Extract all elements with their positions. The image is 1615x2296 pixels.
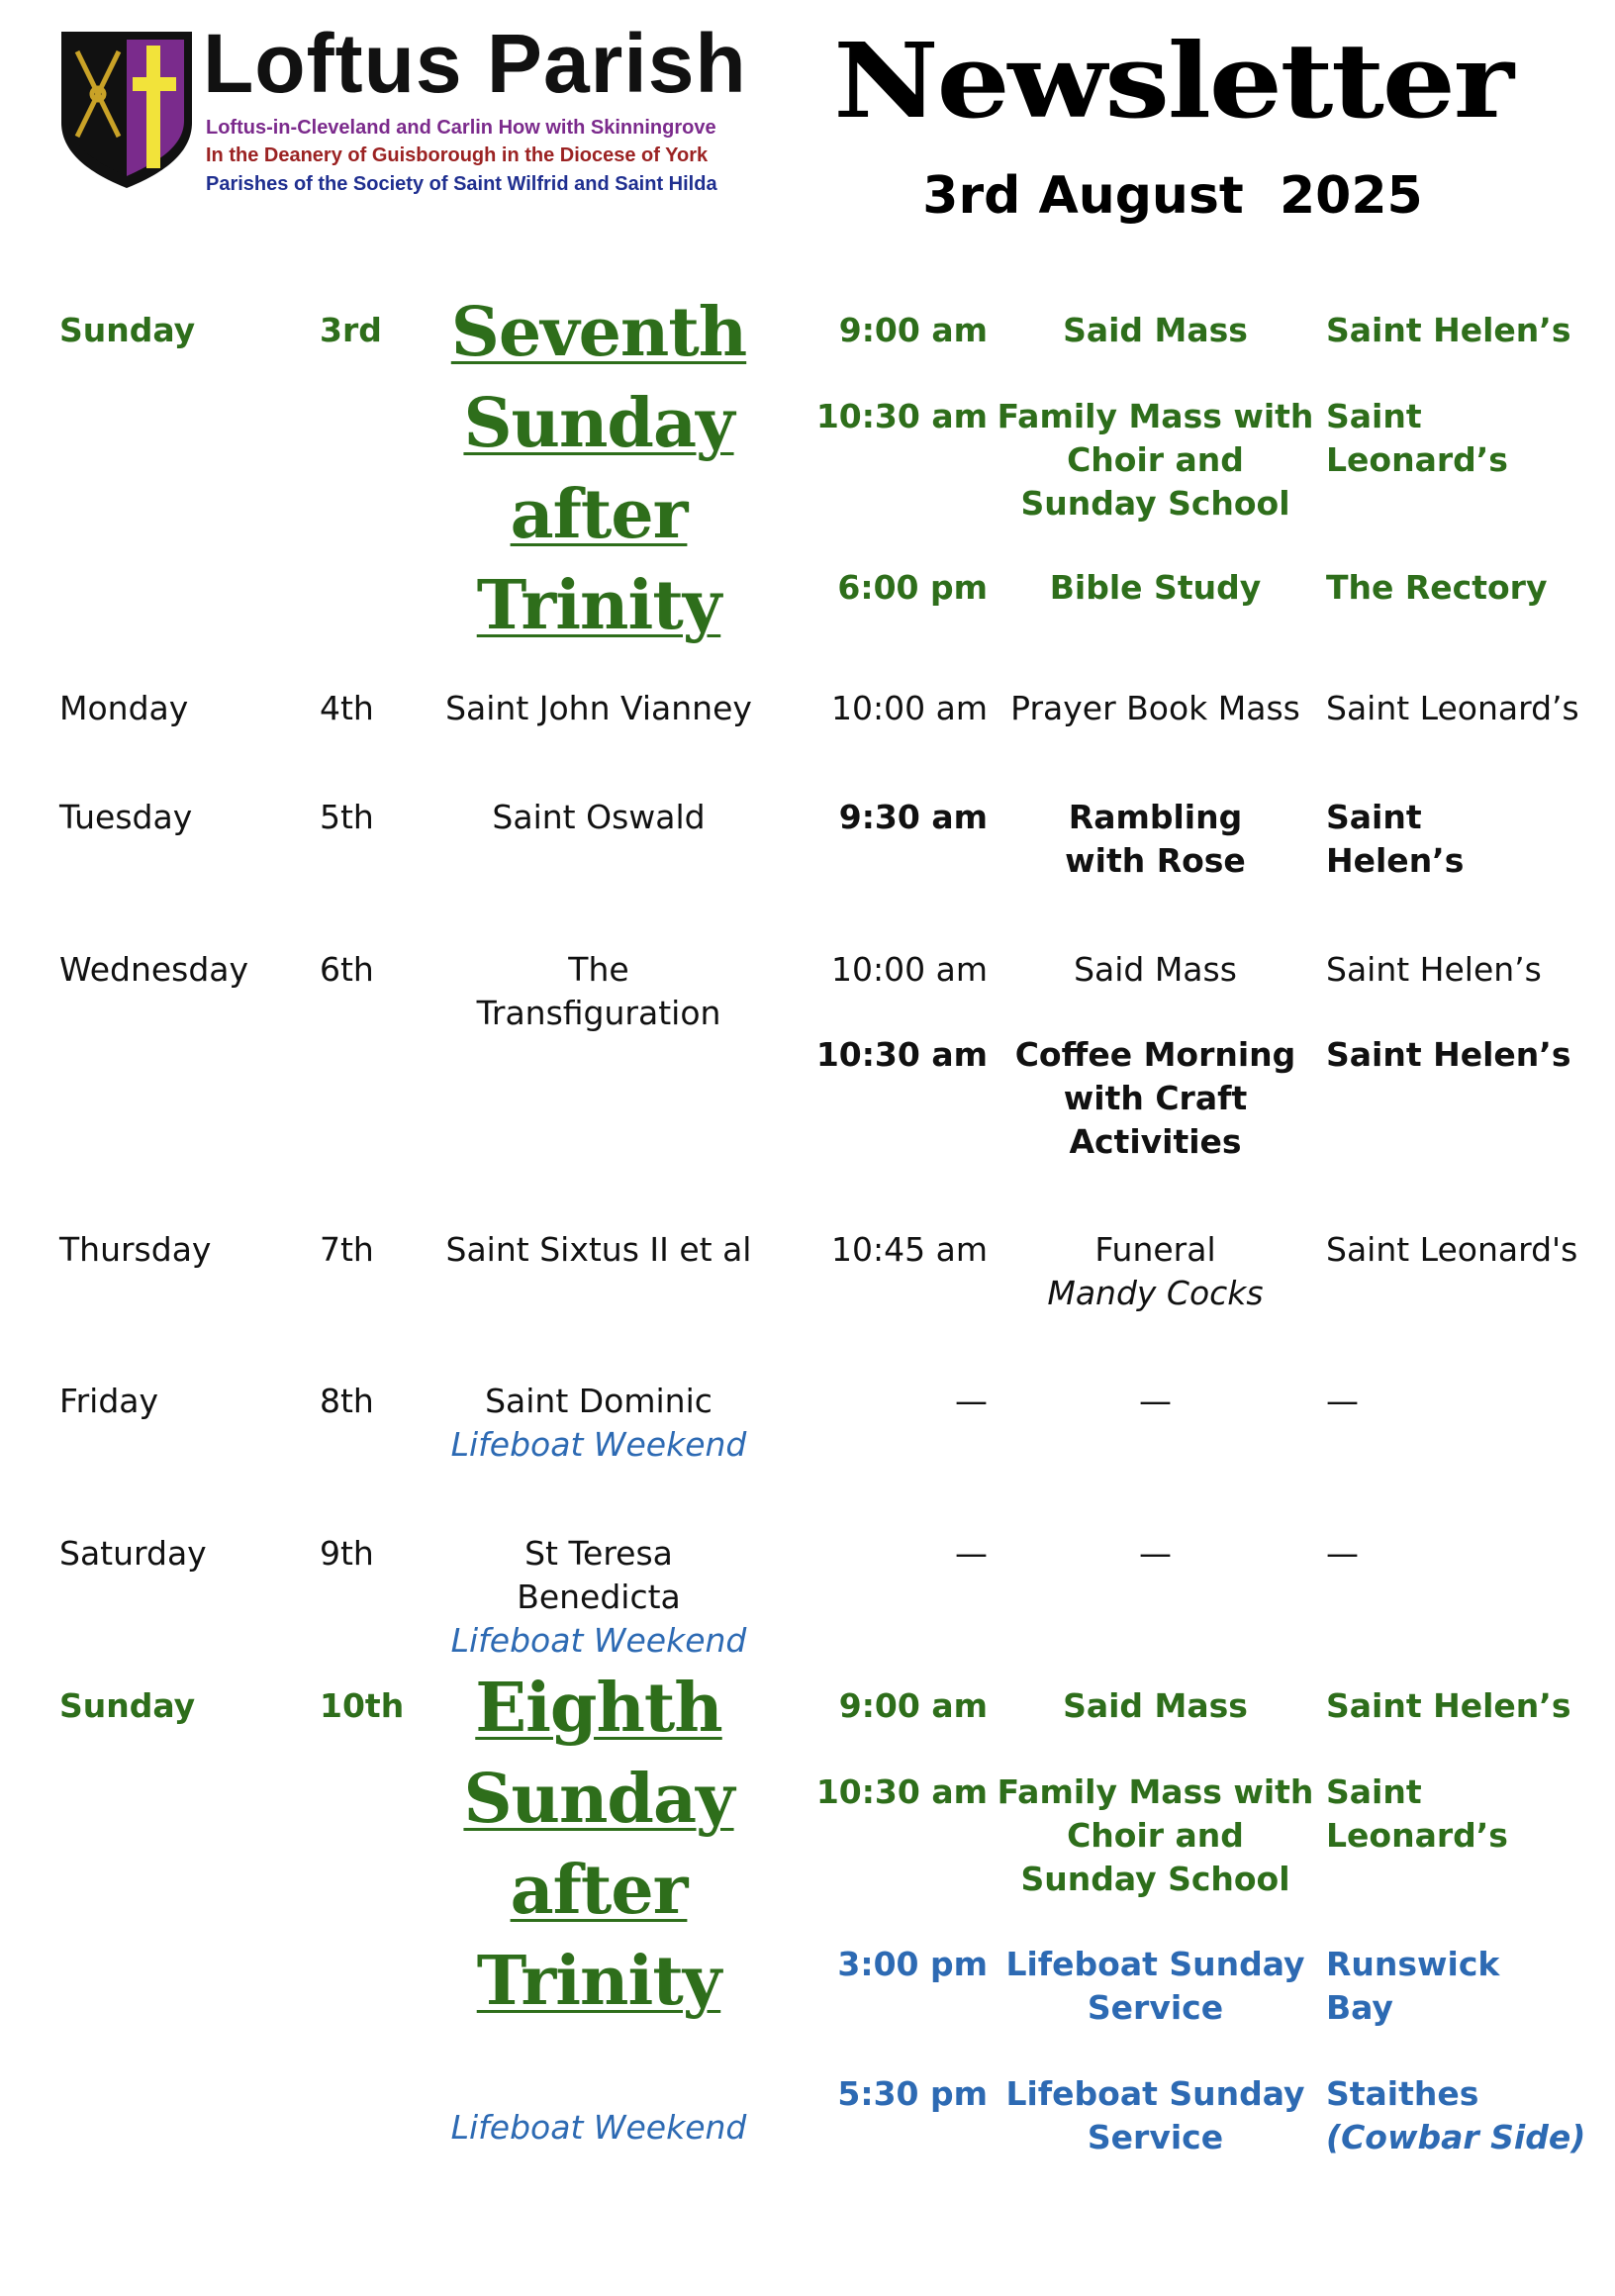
date-3rd: 3rd: [320, 311, 382, 349]
event-place: Saint Leonard's: [1326, 1230, 1578, 1269]
feast-name: [445, 1532, 752, 1663]
event-time: 10:45 am: [831, 1230, 988, 1269]
date-9th: 9th: [320, 1534, 374, 1573]
event-title-sub: Mandy Cocks: [1047, 1274, 1264, 1312]
parish-name: Loftus Parish: [203, 17, 747, 110]
event-place: Runswick Bay: [1326, 1945, 1500, 2027]
feast-word: Trinity: [476, 1942, 721, 2021]
day-tuesday: Tuesday: [59, 798, 193, 836]
parish-subtitle-line-2: In the Deanery of Guisborough in the Diocese of York: [206, 144, 709, 166]
feast-name: [445, 1380, 752, 1467]
day-wednesday: Wednesday: [59, 950, 249, 989]
feast-name: Saint Sixtus II et al: [445, 1230, 752, 1269]
event-time: —: [955, 1382, 988, 1420]
event-title: Family Mass with Choir and Sunday School: [997, 1772, 1314, 1898]
feast-name: The Transfiguration: [476, 950, 721, 1032]
feast-title: St Teresa Benedicta: [517, 1534, 681, 1616]
event-title: Coffee Morning with Craft Activities: [1014, 1035, 1296, 1161]
event-title-main: Funeral: [1094, 1230, 1216, 1269]
event-place: Saint Helen’s: [1326, 950, 1542, 989]
event-place: Saint Leonard’s: [1326, 397, 1508, 479]
date-5th: 5th: [320, 798, 374, 836]
event-title: Said Mass: [1063, 1686, 1248, 1725]
event-place: Saint Helen’s: [1326, 1686, 1571, 1725]
feast-word: Sunday: [463, 384, 734, 463]
event-title: Bible Study: [1049, 568, 1262, 607]
feast-word: Sunday: [463, 1760, 734, 1839]
event-title: Prayer Book Mass: [1010, 689, 1300, 727]
event-time: 9:30 am: [838, 798, 988, 836]
feast-name: Saint John Vianney: [445, 689, 752, 727]
feast-word: Trinity: [476, 566, 721, 645]
day-friday: Friday: [59, 1382, 159, 1420]
event-title: Family Mass with Choir and Sunday School: [997, 397, 1314, 523]
day-sunday-10: Sunday: [59, 1686, 196, 1725]
event-title: Lifeboat Sunday Service: [1005, 2074, 1305, 2156]
day-sunday-3: Sunday: [59, 311, 196, 349]
day-monday: Monday: [59, 689, 189, 727]
event-place: Saint Leonard’s: [1326, 1772, 1508, 1855]
event-place: [1326, 2072, 1613, 2159]
day-thursday: Thursday: [59, 1230, 212, 1269]
event-time: 10:00 am: [831, 689, 988, 727]
event-time: 10:30 am: [815, 1772, 988, 1811]
event-time: 6:00 pm: [837, 568, 988, 607]
feast-word: Seventh: [450, 293, 747, 372]
event-place: Saint Leonard’s: [1326, 689, 1579, 727]
date-4th: 4th: [320, 689, 374, 727]
event-title: Said Mass: [1063, 311, 1248, 349]
event-title: Rambling with Rose: [1065, 798, 1246, 880]
event-place: —: [1326, 1382, 1359, 1420]
date-10th: 10th: [320, 1686, 405, 1725]
event-title: Said Mass: [1074, 950, 1237, 989]
event-place: The Rectory: [1326, 568, 1548, 607]
feast-eighth-sunday-after-trinity: [445, 1663, 752, 2027]
feast-word: Eighth: [475, 1669, 722, 1748]
date-6th: 6th: [320, 950, 374, 989]
newsletter-date: 3rd August 2025: [922, 166, 1423, 226]
event-title: —: [1139, 1534, 1172, 1573]
parish-shield-icon: [57, 28, 196, 192]
event-time: 3:00 pm: [837, 1945, 988, 1983]
date-7th: 7th: [320, 1230, 374, 1269]
event-place-main: Staithes: [1326, 2074, 1479, 2113]
event-place: —: [1326, 1534, 1359, 1573]
date-8th: 8th: [320, 1382, 374, 1420]
day-saturday: Saturday: [59, 1534, 207, 1573]
feast-word: after: [510, 475, 688, 554]
lifeboat-weekend-note: Lifeboat Weekend: [450, 2108, 747, 2147]
event-time: —: [955, 1534, 988, 1573]
feast-title: Saint Dominic: [485, 1382, 712, 1420]
event-time: 9:00 am: [838, 311, 988, 349]
event-place: Saint Helen’s: [1326, 1035, 1571, 1074]
feast-word: after: [510, 1851, 688, 1930]
feast-name: Saint Oswald: [492, 798, 706, 836]
event-time: 10:30 am: [815, 397, 988, 435]
event-place: Saint Helen’s: [1326, 798, 1465, 880]
event-time: 10:30 am: [815, 1035, 988, 1074]
event-title: Lifeboat Sunday Service: [1005, 1945, 1305, 2027]
event-title: [995, 1228, 1316, 1315]
parish-subtitle-line-1: Loftus-in-Cleveland and Carlin How with Skinningrove: [206, 117, 716, 139]
feast-seventh-sunday-after-trinity: [445, 287, 752, 651]
event-place-sub: (Cowbar Side): [1326, 2118, 1586, 2156]
lifeboat-weekend-note: Lifeboat Weekend: [450, 1425, 747, 1464]
event-title: —: [1139, 1382, 1172, 1420]
newsletter-title: Newsletter: [833, 20, 1512, 142]
event-time: 9:00 am: [838, 1686, 988, 1725]
event-time: 10:00 am: [831, 950, 988, 989]
event-time: 5:30 pm: [837, 2074, 988, 2113]
event-place: Saint Helen’s: [1326, 311, 1571, 349]
parish-subtitle-line-3: Parishes of the Society of Saint Wilfrid and Saint Hilda: [206, 173, 717, 195]
lifeboat-weekend-note: Lifeboat Weekend: [450, 1621, 747, 1660]
